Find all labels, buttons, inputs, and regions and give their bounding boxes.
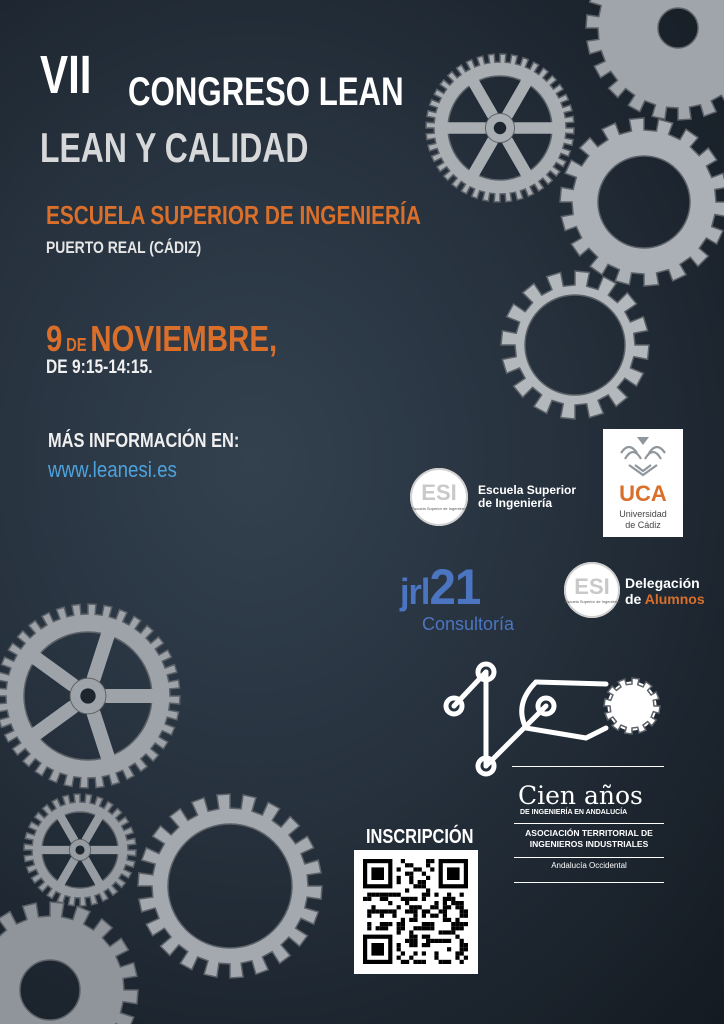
- qr-module: [392, 893, 396, 897]
- edition-number: VII: [40, 45, 92, 105]
- gear-icon: [0, 598, 186, 794]
- qr-module: [455, 922, 459, 926]
- date-de: DE: [66, 335, 87, 355]
- qr-module: [422, 935, 426, 939]
- qr-module: [447, 893, 451, 897]
- qr-module: [447, 947, 451, 951]
- qr-module: [430, 926, 434, 930]
- qr-module: [371, 893, 375, 897]
- divider: [514, 857, 664, 858]
- qr-module: [455, 935, 459, 939]
- qr-module: [455, 951, 459, 955]
- gear-spoke: [35, 657, 73, 685]
- qr-module: [405, 888, 409, 892]
- qr-module: [367, 897, 371, 901]
- qr-module: [422, 897, 426, 901]
- qr-module: [455, 956, 459, 960]
- qr-module: [426, 863, 430, 867]
- divider: [512, 766, 664, 767]
- qr-module: [401, 859, 405, 863]
- qr-module: [460, 943, 464, 947]
- jrl-prefix: jrl: [400, 571, 430, 612]
- gear-shape: [0, 902, 138, 1024]
- qr-module: [460, 926, 464, 930]
- qr-module: [405, 901, 409, 905]
- qr-module: [443, 914, 447, 918]
- qr-module: [405, 897, 409, 901]
- qr-module: [447, 918, 451, 922]
- qr-module: [397, 880, 401, 884]
- qr-module: [426, 893, 430, 897]
- qr-module: [422, 960, 426, 964]
- qr-module: [430, 905, 434, 909]
- qr-module: [367, 909, 371, 913]
- qr-module: [464, 922, 468, 926]
- qr-module: [426, 859, 430, 863]
- qr-module: [388, 922, 392, 926]
- qr-finder: [371, 943, 384, 956]
- qr-module: [455, 905, 459, 909]
- qr-module: [380, 893, 384, 897]
- qr-module: [443, 930, 447, 934]
- qr-module: [447, 939, 451, 943]
- gear-shape: [560, 118, 724, 286]
- qr-module: [443, 897, 447, 901]
- qr-module: [426, 909, 430, 913]
- gear-spoke: [60, 815, 74, 840]
- qr-module: [455, 918, 459, 922]
- registration-label: INSCRIPCIÓN: [366, 826, 474, 848]
- qr-module: [413, 918, 417, 922]
- qr-module: [409, 876, 413, 880]
- qr-module: [418, 960, 422, 964]
- qr-module: [397, 905, 401, 909]
- qr-module: [422, 926, 426, 930]
- esi-mark-2: ESI: [574, 574, 610, 599]
- qr-module: [367, 922, 371, 926]
- qr-module: [384, 926, 388, 930]
- gear-axle-hole: [494, 122, 506, 134]
- qr-module: [363, 897, 367, 901]
- qr-module: [426, 922, 430, 926]
- jrl-subtitle: Consultoría: [422, 614, 515, 634]
- jrl-logo: [400, 558, 480, 616]
- uca-emblem-icon: [615, 435, 671, 481]
- qr-module: [418, 880, 422, 884]
- qr-finder: [371, 867, 384, 880]
- divider: [514, 882, 664, 883]
- qr-module: [460, 939, 464, 943]
- qr-module: [413, 867, 417, 871]
- event-hours: DE 9:15-14:15.: [46, 357, 153, 378]
- qr-module: [413, 943, 417, 947]
- gear-spoke: [86, 815, 100, 840]
- qr-module: [422, 951, 426, 955]
- qr-module: [430, 914, 434, 918]
- qr-module: [434, 901, 438, 905]
- qr-module: [388, 909, 392, 913]
- qr-module: [380, 909, 384, 913]
- gear-shape: [501, 271, 649, 419]
- qr-module: [367, 926, 371, 930]
- qr-module: [413, 935, 417, 939]
- qr-module: [460, 951, 464, 955]
- qr-module: [409, 897, 413, 901]
- qr-module: [397, 943, 401, 947]
- qr-module: [409, 935, 413, 939]
- qr-module: [405, 872, 409, 876]
- qr-module: [384, 922, 388, 926]
- qr-module: [413, 960, 417, 964]
- qr-module: [397, 926, 401, 930]
- qr-module: [443, 960, 447, 964]
- qr-module: [397, 876, 401, 880]
- qr-module: [460, 901, 464, 905]
- qr-module: [409, 918, 413, 922]
- qr-module: [397, 947, 401, 951]
- gear-spoke: [35, 707, 73, 735]
- qr-module: [409, 956, 413, 960]
- qr-module: [464, 909, 468, 913]
- qr-module: [460, 922, 464, 926]
- qr-module: [376, 909, 380, 913]
- qr-module: [371, 909, 375, 913]
- qr-module: [413, 914, 417, 918]
- qr-module: [443, 939, 447, 943]
- qr-module: [447, 897, 451, 901]
- qr-module: [401, 960, 405, 964]
- qr-module: [460, 960, 464, 964]
- qr-module: [447, 960, 451, 964]
- qr-module: [426, 876, 430, 880]
- gear-spoke: [94, 714, 108, 759]
- qr-module: [422, 922, 426, 926]
- qr-module: [451, 897, 455, 901]
- qr-module: [439, 909, 443, 913]
- qr-module: [422, 943, 426, 947]
- gear-shape: [586, 0, 724, 120]
- gear-spoke: [86, 860, 100, 885]
- qr-module: [460, 905, 464, 909]
- qr-module: [397, 867, 401, 871]
- uca-letters-text: UCA: [619, 481, 667, 506]
- divider: [514, 823, 664, 824]
- gear-shape: [604, 678, 660, 734]
- qr-module: [434, 939, 438, 943]
- qr-module: [367, 893, 371, 897]
- qr-module: [380, 922, 384, 926]
- esi-small-text-2: Escuela Superior de Ingeniería: [564, 599, 620, 604]
- qr-module: [460, 909, 464, 913]
- qr-module: [401, 951, 405, 955]
- qr-module: [380, 926, 384, 930]
- qr-module: [371, 905, 375, 909]
- qr-module: [451, 922, 455, 926]
- congress-title: CONGRESO LEAN: [128, 70, 404, 114]
- esi-small-text: Escuela Superior de Ingeniería: [411, 506, 467, 511]
- qr-module: [464, 956, 468, 960]
- qr-module: [401, 918, 405, 922]
- qr-module: [409, 880, 413, 884]
- delegacion-de: de: [625, 591, 642, 607]
- qr-module: [460, 947, 464, 951]
- jrl-number: 21: [429, 559, 481, 615]
- qr-module: [409, 872, 413, 876]
- qr-module: [409, 909, 413, 913]
- qr-module: [405, 863, 409, 867]
- qr-module: [422, 880, 426, 884]
- gear-spoke: [508, 142, 527, 175]
- qr-module: [422, 909, 426, 913]
- gear-axle-hole: [80, 688, 95, 703]
- qr-module: [384, 909, 388, 913]
- qr-module: [451, 926, 455, 930]
- qr-module: [443, 901, 447, 905]
- qr-module: [409, 939, 413, 943]
- qr-module: [392, 914, 396, 918]
- qr-module: [439, 939, 443, 943]
- qr-module: [401, 897, 405, 901]
- qr-module: [397, 956, 401, 960]
- qr-module: [434, 905, 438, 909]
- gear-icon: [0, 900, 140, 1024]
- qr-module: [464, 914, 468, 918]
- qr-module: [430, 867, 434, 871]
- qr-module: [464, 947, 468, 951]
- delegacion-label: [625, 575, 705, 607]
- uca-logo: [603, 429, 683, 537]
- qr-module: [413, 951, 417, 955]
- date-month: NOVIEMBRE,: [90, 318, 278, 359]
- qr-module: [426, 888, 430, 892]
- gear-icon: [130, 786, 330, 986]
- qr-module: [397, 893, 401, 897]
- esi-name: Escuela Superior de Ingeniería: [478, 483, 577, 510]
- qr-module: [443, 905, 447, 909]
- qr-module: [388, 901, 392, 905]
- qr-code-graphic: [354, 850, 478, 974]
- qr-finder: [447, 867, 460, 880]
- qr-module: [413, 939, 417, 943]
- qr-module: [413, 905, 417, 909]
- qr-module: [422, 914, 426, 918]
- qr-module: [430, 859, 434, 863]
- qr-module: [397, 930, 401, 934]
- qr-module: [447, 905, 451, 909]
- qr-module: [413, 897, 417, 901]
- info-label: MÁS INFORMACIÓN EN:: [48, 430, 240, 452]
- cien-anos-subtitle: DE INGENIERÍA EN ANDALUCÍA: [520, 809, 628, 816]
- qr-module: [464, 943, 468, 947]
- qr-module: [367, 914, 371, 918]
- qr-module: [401, 922, 405, 926]
- qr-module: [439, 930, 443, 934]
- uca-name: Universidad de Cádiz: [619, 509, 667, 530]
- qr-module: [405, 939, 409, 943]
- uca-letters: [603, 481, 683, 507]
- gear-spoke: [60, 860, 74, 885]
- qr-module: [380, 914, 384, 918]
- qr-module: [413, 884, 417, 888]
- qr-module: [422, 893, 426, 897]
- delegacion-line1: Delegación: [625, 575, 700, 591]
- qr-module: [409, 930, 413, 934]
- qr-module: [434, 951, 438, 955]
- qr-module: [426, 935, 430, 939]
- qr-module: [439, 960, 443, 964]
- gear-spoke: [473, 142, 492, 175]
- esi-logo-delegacion: [564, 562, 620, 618]
- cien-anos-title: Cien años: [518, 781, 643, 810]
- qr-module: [388, 893, 392, 897]
- qr-module: [401, 926, 405, 930]
- qr-module: [413, 926, 417, 930]
- qr-module: [376, 926, 380, 930]
- qr-module: [422, 872, 426, 876]
- qr-module: [397, 922, 401, 926]
- andalucia-label: Andalucía Occidental: [551, 861, 627, 870]
- date-day: 9: [46, 318, 63, 359]
- venue-city: PUERTO REAL (CÁDIZ): [46, 238, 202, 257]
- qr-module: [460, 893, 464, 897]
- qr-module: [376, 893, 380, 897]
- website-link[interactable]: www.leanesi.es: [48, 457, 177, 482]
- qr-module: [418, 926, 422, 930]
- qr-module: [418, 884, 422, 888]
- qr-module: [443, 918, 447, 922]
- gear-spoke: [94, 633, 108, 678]
- qr-module: [443, 909, 447, 913]
- congress-subtitle: LEAN Y CALIDAD: [40, 124, 309, 171]
- qr-module: [455, 926, 459, 930]
- qr-module: [451, 901, 455, 905]
- gear-spoke: [473, 81, 492, 114]
- esi-mark: ESI: [421, 480, 457, 505]
- qr-module: [426, 926, 430, 930]
- qr-module: [434, 956, 438, 960]
- gear-axle-hole: [75, 845, 84, 854]
- qr-module: [409, 863, 413, 867]
- asociacion-name: ASOCIACIÓN TERRITORIAL DE INGENIEROS INDUSTRIALES: [525, 828, 653, 849]
- qr-module: [430, 922, 434, 926]
- qr-module: [434, 893, 438, 897]
- gear-shape: [138, 794, 322, 978]
- qr-module: [430, 939, 434, 943]
- gear-icon: [552, 110, 724, 290]
- qr-module: [405, 960, 409, 964]
- qr-module: [405, 909, 409, 913]
- qr-module: [413, 909, 417, 913]
- qr-module: [434, 914, 438, 918]
- qr-module: [426, 943, 430, 947]
- qr-module: [380, 897, 384, 901]
- cien-anos-logo-icon: [436, 654, 668, 780]
- qr-module: [418, 867, 422, 871]
- qr-module: [426, 939, 430, 943]
- qr-module: [455, 901, 459, 905]
- qr-module: [392, 909, 396, 913]
- qr-module: [460, 914, 464, 918]
- esi-logo: [410, 468, 468, 526]
- gear-icon: [494, 264, 656, 426]
- qr-module: [451, 930, 455, 934]
- delegacion-alumnos: Alumnos: [644, 591, 705, 607]
- qr-module: [447, 930, 451, 934]
- gear-spoke: [508, 81, 527, 114]
- qr-module: [418, 905, 422, 909]
- qr-module: [384, 897, 388, 901]
- qr-module: [409, 943, 413, 947]
- venue-name: ESCUELA SUPERIOR DE INGENIERÍA: [46, 200, 421, 230]
- qr-module: [409, 905, 413, 909]
- qr-code-icon[interactable]: [354, 850, 478, 974]
- qr-module: [384, 893, 388, 897]
- event-date: [46, 318, 277, 360]
- qr-module: [422, 884, 426, 888]
